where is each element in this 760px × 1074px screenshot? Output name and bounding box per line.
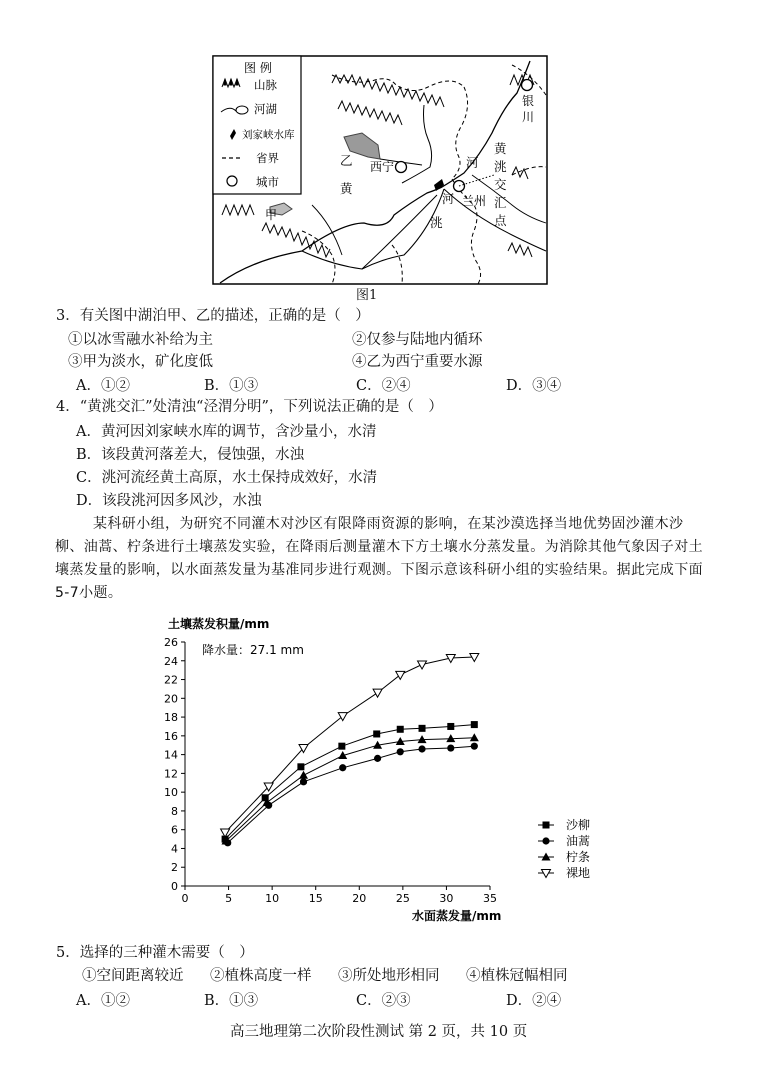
label-huangtao-3: 交 bbox=[494, 177, 507, 192]
data-point bbox=[471, 743, 478, 750]
y-tick-label: 20 bbox=[164, 692, 178, 706]
label-jia: 甲 bbox=[265, 208, 278, 222]
data-point bbox=[418, 661, 427, 669]
series-triangle bbox=[221, 733, 478, 844]
evaporation-chart bbox=[150, 610, 650, 930]
data-point bbox=[447, 744, 454, 751]
data-point bbox=[396, 671, 405, 679]
data-point bbox=[397, 726, 404, 733]
x-tick-label: 15 bbox=[308, 892, 323, 905]
legend-marker bbox=[542, 837, 549, 844]
data-point bbox=[471, 721, 478, 728]
q5-option-d[interactable]: D．②④ bbox=[506, 993, 562, 1009]
legend-mountain: 山脉 bbox=[254, 78, 277, 92]
label-yi: 乙 bbox=[340, 153, 353, 168]
q5-statement-4: ④植株冠幅相同 bbox=[466, 968, 568, 984]
legend-city: 城市 bbox=[256, 175, 279, 189]
x-tick-label: 35 bbox=[483, 892, 497, 905]
intro-paragraph: 某科研小组，为研究不同灌木对沙区有限降雨资源的影响，在某沙漠选择当地优势固沙灌木沙柳、油蒿、柠条进行土壤蒸发实验，在降雨后测量灌木下方土壤水分蒸发量。为消除其他气象因子对土壤蒸发量的影响，以水面蒸发量为基准同步进行观测。下图示意该科研小组的实验结果。据此完成下面5-7小题。 bbox=[55, 516, 703, 601]
x-tick-label: 0 bbox=[181, 892, 189, 905]
label-huangtao-4: 汇 bbox=[494, 195, 507, 210]
legend-marker bbox=[543, 822, 550, 829]
series-line bbox=[226, 738, 474, 841]
y-tick-label: 6 bbox=[171, 823, 178, 837]
q5-stem: 5．选择的三种灌木需要（ ） bbox=[56, 945, 254, 961]
data-point bbox=[339, 764, 346, 771]
map-figure bbox=[212, 55, 548, 287]
data-point bbox=[419, 725, 426, 732]
q3-statement-2: ②仅参与陆地内循环 bbox=[352, 332, 483, 348]
label-he2: 河 bbox=[442, 192, 455, 206]
q3-statement-4: ④乙为西宁重要水源 bbox=[352, 354, 483, 370]
label-he-river: 河 bbox=[466, 155, 479, 170]
data-point bbox=[397, 748, 404, 755]
q5-option-c[interactable]: C．②③ bbox=[356, 993, 411, 1009]
x-tick-label: 20 bbox=[352, 892, 367, 905]
legend-label: 裸地 bbox=[566, 866, 591, 880]
q4-option-d[interactable]: D．该段洮河因多风沙，水浊 bbox=[76, 493, 262, 509]
label-huangtao-1: 黄 bbox=[494, 141, 507, 156]
data-point bbox=[418, 745, 425, 752]
label-tao: 洮 bbox=[430, 215, 443, 230]
y-tick-label: 0 bbox=[171, 880, 178, 893]
q3-stem: 3．有关图中湖泊甲、乙的描述，正确的是（ ） bbox=[56, 308, 370, 324]
y-tick-label: 18 bbox=[164, 711, 178, 725]
legend-reservoir: 刘家峡水库 bbox=[242, 129, 295, 141]
q4-option-b[interactable]: B．该段黄河落差大，侵蚀强，水浊 bbox=[76, 447, 305, 463]
label-lanzhou: 兰州 bbox=[462, 194, 487, 208]
q4-option-c[interactable]: C．洮河流经黄土高原，水土保持成效好，水清 bbox=[76, 470, 378, 486]
data-point bbox=[470, 733, 479, 741]
xining-city-icon bbox=[396, 162, 407, 173]
label-xining: 西宁 bbox=[370, 160, 395, 174]
q3-option-b[interactable]: B．①③ bbox=[204, 378, 259, 394]
y-tick-label: 4 bbox=[171, 842, 178, 856]
q3-option-c[interactable]: C．②④ bbox=[356, 378, 411, 394]
x-tick-label: 5 bbox=[225, 892, 233, 905]
q5-statement-1: ①空间距离较近 bbox=[82, 968, 184, 984]
label-yinchuan-1: 银 bbox=[522, 94, 535, 108]
city-legend-icon bbox=[227, 176, 237, 186]
q5-statement-2: ②植株高度一样 bbox=[210, 968, 312, 984]
y-tick-label: 26 bbox=[164, 636, 178, 649]
data-point bbox=[297, 763, 304, 770]
q3-statement-1: ①以冰雪融水补给为主 bbox=[68, 332, 213, 348]
chart-ylabel: 土壤蒸发积量/mm bbox=[168, 617, 270, 631]
chart-annotation: 降水量：27.1 mm bbox=[202, 643, 304, 657]
yinchuan-city-icon bbox=[522, 80, 533, 91]
q5-option-a[interactable]: A．①② bbox=[76, 993, 130, 1009]
y-tick-label: 10 bbox=[164, 786, 178, 800]
chart-xlabel: 水面蒸发量/mm bbox=[412, 909, 502, 923]
data-point bbox=[299, 771, 308, 779]
label-huangtao-2: 洮 bbox=[494, 159, 507, 174]
q3-option-d[interactable]: D．③④ bbox=[506, 378, 562, 394]
y-tick-label: 24 bbox=[164, 654, 178, 668]
q5-option-b[interactable]: B．①③ bbox=[204, 993, 259, 1009]
label-yinchuan-2: 川 bbox=[522, 110, 535, 124]
legend-label: 油蒿 bbox=[566, 834, 591, 848]
q4-option-a[interactable]: A．黄河因刘家峡水库的调节，含沙量小，水清 bbox=[76, 424, 377, 440]
q5-statement-3: ③所处地形相同 bbox=[338, 968, 440, 984]
label-huangtao-5: 点 bbox=[494, 213, 507, 228]
legend-river-lake: 河湖 bbox=[254, 102, 277, 116]
page-footer: 高三地理第二次阶段性测试 第 2 页，共 10 页 bbox=[230, 1024, 528, 1040]
map-caption: 图1 bbox=[356, 288, 378, 303]
data-point bbox=[447, 723, 454, 730]
legend-boundary: 省界 bbox=[256, 151, 279, 165]
data-point bbox=[300, 778, 307, 785]
y-tick-label: 14 bbox=[164, 748, 178, 762]
series-line bbox=[225, 725, 474, 840]
data-point bbox=[374, 755, 381, 762]
legend-label: 柠条 bbox=[566, 850, 591, 864]
data-point bbox=[338, 713, 347, 721]
data-point bbox=[373, 730, 380, 737]
data-point bbox=[338, 743, 345, 750]
x-tick-label: 25 bbox=[395, 892, 410, 905]
x-tick-label: 30 bbox=[439, 892, 454, 905]
y-tick-label: 2 bbox=[171, 861, 178, 875]
y-tick-label: 22 bbox=[164, 673, 178, 687]
legend-label: 沙柳 bbox=[566, 818, 591, 832]
q4-stem: 4．“黄洮交汇”处清浊“泾渭分明”，下列说法正确的是（ ） bbox=[56, 399, 443, 415]
y-tick-label: 12 bbox=[164, 767, 178, 781]
label-huang: 黄 bbox=[340, 181, 353, 196]
y-tick-label: 16 bbox=[164, 729, 178, 743]
y-tick-label: 8 bbox=[171, 804, 178, 818]
x-tick-label: 10 bbox=[265, 892, 280, 905]
q3-statement-3: ③甲为淡水，矿化度低 bbox=[68, 354, 213, 370]
q3-option-a[interactable]: A．①② bbox=[76, 378, 130, 394]
data-point bbox=[373, 689, 382, 697]
legend-title: 图 例 bbox=[244, 61, 272, 75]
